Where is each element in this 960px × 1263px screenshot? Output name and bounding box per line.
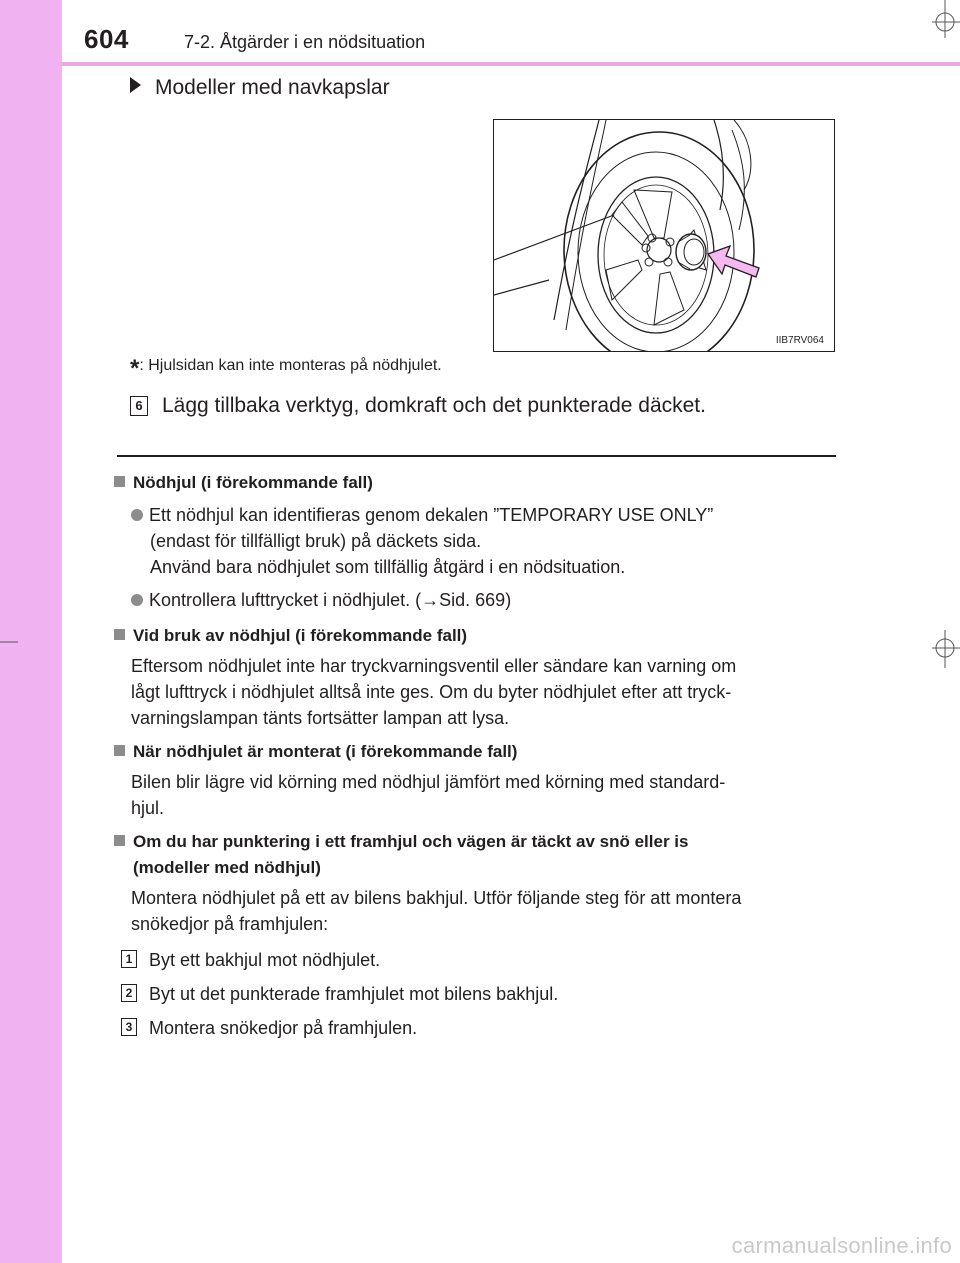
step-text: Lägg tillbaka verktyg, domkraft och det punkterade däcket. xyxy=(162,394,706,417)
substep-2: 2 Byt ut det punkterade framhjulet mot bilens bakhjul. xyxy=(121,981,558,1007)
figure-footnote: *: Hjulsidan kan inte monteras på nödhjulet. xyxy=(130,355,442,382)
wheel-cap-drawing xyxy=(494,120,835,352)
paragraph-front-puncture-snow: Montera nödhjulet på ett av bilens bakhjul. Utför följande steg för att montera snökedjor på framhjulen: xyxy=(131,888,742,934)
wheel-illustration xyxy=(493,119,835,352)
step-6 xyxy=(130,394,706,418)
step-number-box: 3 xyxy=(121,1018,137,1036)
heading-front-puncture-snow: Om du har punktering i ett framhjul och vägen är täckt av snö eller is (modeller med nödhjul) xyxy=(114,829,836,881)
watermark: carmanualsonline.info xyxy=(731,1233,952,1258)
page-reference-link[interactable]: Sid. 669) xyxy=(439,590,512,610)
circle-bullet-icon xyxy=(131,509,143,521)
page-number: 604 xyxy=(84,24,129,54)
square-bullet-icon xyxy=(114,745,125,756)
heading-spare-tire: Nödhjul (i förekommande fall) xyxy=(114,470,836,496)
step-number-box: 2 xyxy=(121,984,137,1002)
header-rule xyxy=(62,62,960,66)
step-number-box: 1 xyxy=(121,950,137,968)
section-divider xyxy=(117,455,836,457)
substep-3: 3 Montera snökedjor på framhjulen. xyxy=(121,1015,417,1041)
circle-bullet-icon xyxy=(131,594,143,606)
square-bullet-icon xyxy=(114,476,125,487)
bullet-check-pressure: Kontrollera lufttrycket i nödhjulet. (→Sid. 669) xyxy=(131,587,837,613)
step-number-box: 6 xyxy=(130,396,148,416)
square-bullet-icon xyxy=(114,835,125,846)
crop-mark-top-right xyxy=(930,0,960,40)
footnote-star: * xyxy=(130,355,140,382)
square-bullet-icon xyxy=(114,629,125,640)
bullet-temporary-use: Ett nödhjul kan identifieras genom dekalen ”TEMPORARY USE ONLY” (endast för tillfälligt bruk) på däckets sida. Använd bara nödhjulet som tillfällig åtgärd i en nödsituation. xyxy=(131,502,837,580)
paragraph-spare-mounted: Bilen blir lägre vid körning med nödhjul jämfört med körning med standard- hjul. xyxy=(131,772,726,818)
heading-using-spare: Vid bruk av nödhjul (i förekommande fall) xyxy=(114,623,836,649)
paragraph-using-spare: Eftersom nödhjulet inte har tryckvarningsventil eller sändare kan varning om lågt lufttryck i nödhjulet alltså inte ges. Om du byter nödhjulet efter att tryck- varningslampan tänts fortsätter lampan att lysa. xyxy=(131,656,737,728)
heading-spare-mounted: När nödhjulet är monterat (i förekommande fall) xyxy=(114,739,836,765)
crop-mark-middle-right xyxy=(930,630,960,670)
figure-variant-caption: Modeller med navkapslar xyxy=(130,76,390,100)
section-title: 7-2. Åtgärder i en nödsituation xyxy=(184,32,426,52)
substep-1: 1 Byt ett bakhjul mot nödhjulet. xyxy=(121,947,380,973)
arrow-right-icon: → xyxy=(421,590,440,610)
crop-mark-left xyxy=(0,630,20,650)
triangle-bullet-icon xyxy=(130,77,141,93)
figure-code: IIB7RV064 xyxy=(775,335,824,346)
